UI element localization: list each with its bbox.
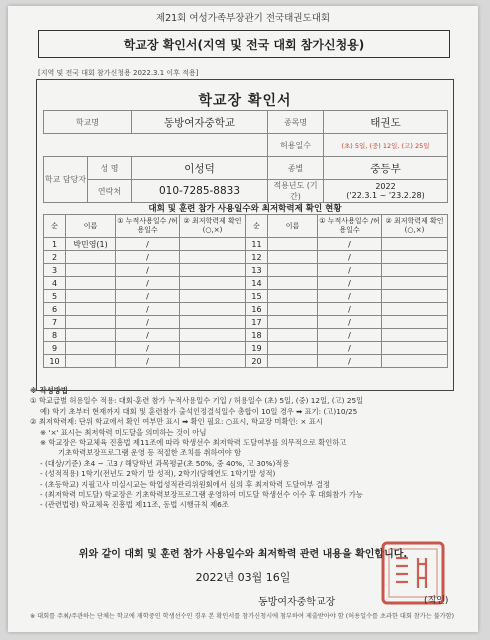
row-grade [180,277,246,290]
contact-value: 010-7285-8833 [132,180,268,203]
row-name [66,342,116,355]
row-days: / [318,303,382,316]
table-row [44,355,448,368]
row-days: / [116,264,180,277]
row-days: / [318,264,382,277]
col-grade: ② 최저학력제 확인(○,×) [180,215,246,238]
contact-label: 연락처 [88,180,132,203]
allowed-label: 허용일수 [268,134,324,157]
row-days: / [116,303,180,316]
note-line: 예) 학기 초부터 현재까지 대회 및 훈련참가 출석인정결석일수 총합이 10일 경우 ➡ 표기: (고)10/25 [40,406,358,416]
records-table [43,214,448,368]
row-name [268,277,318,290]
note-line: - (성적적용) 1학기(전년도 2학기 말 성적), 2학기(당해연도 1학기말 성적) [40,469,276,479]
row-name [66,264,116,277]
row-name [268,251,318,264]
note-line: - (초등학교) 지필고사 미실시교는 학업성적관리위원회에서 심의 후 최저학력 도달여부 결정 [40,479,331,489]
table-row [44,303,448,316]
row-name [66,277,116,290]
note-line: - (최저학력 미도달) 학교장은 기초학력보장프로그램 운영하여 미도달 학생선수 이수 후 대회참가 가능 [40,490,363,500]
row-days: / [116,277,180,290]
row-no: 10 [44,355,66,368]
row-no: 18 [246,329,268,342]
issue-date: 2022년 03월 16일 [195,571,291,584]
row-grade [180,238,246,251]
form-title: 학교장 확인서(지역 및 전국 대회 참가신청용) [123,37,365,52]
sport-label: 종목명 [268,111,324,134]
row-grade [180,329,246,342]
school-principal: 동방여자중학교장 [258,597,336,608]
table-row [44,251,448,264]
note-line: ① 학교급별 허용일수 적용: 대회·훈련 참가 누적사용일수 기입 / 허용일수 (초) 5일, (중) 12일, (고) 25일 [30,396,364,406]
row-days: / [116,238,180,251]
row-days: / [318,277,382,290]
col-days: ① 누적사용일수 /허용일수 [318,215,382,238]
row-days: / [116,342,180,355]
name-label: 성 명 [88,157,132,180]
col-name: 이름 [66,215,116,238]
row-name [268,316,318,329]
col-no: 순 [44,215,66,238]
row-days: / [318,342,382,355]
row-grade [382,238,448,251]
event-value: 중등부 [324,157,448,180]
row-no: 8 [44,329,66,342]
bottom-note: ※ 대회를 주최/주관하는 단체는 학교에 재학중인 학생선수인 경우 본 확인서를 참가신청시에 첨부하여 제출받아야 함 (허용일수를 초과한 대회 참가는 불가함) [30,613,455,620]
row-no: 12 [246,251,268,264]
row-days: / [116,251,180,264]
row-days: / [318,238,382,251]
row-grade [382,290,448,303]
row-grade [382,277,448,290]
row-no: 19 [246,342,268,355]
row-no: 14 [246,277,268,290]
allowed-value: (초) 5일, (중) 12일, (고) 25일 [324,134,448,157]
row-grade [180,342,246,355]
row-no: 3 [44,264,66,277]
manager-label: 학교 담당자 [44,157,88,203]
row-grade [382,251,448,264]
col-no: 순 [246,215,268,238]
row-grade [382,329,448,342]
row-grade [180,355,246,368]
row-grade [382,264,448,277]
year-period: ('22.3.1 ~ '23.2.28) [346,191,425,200]
row-no: 17 [246,316,268,329]
records-header-row [44,215,448,238]
row-grade [180,303,246,316]
row-no: 20 [246,355,268,368]
table-row [44,290,448,303]
event-label: 종별 [268,157,324,180]
row-days: / [116,355,180,368]
row-grade [180,264,246,277]
row-no: 6 [44,303,66,316]
certificate-box [36,79,454,391]
row-name [268,303,318,316]
row-no: 13 [246,264,268,277]
row-days: / [116,329,180,342]
row-name [268,329,318,342]
row-grade [382,316,448,329]
year-label: 적용년도 (기간) [268,180,324,203]
table-row [44,342,448,355]
confirm-statement: 위와 같이 대회 및 훈련 참가 사용일수와 최저학력 관련 내용을 확인합니다. [78,549,408,560]
records-title: 대회 및 훈련 참가 사용일수와 최저학력제 확인 현황 [148,204,342,214]
school-label: 학교명 [44,111,132,134]
note-line: - (대상/기준) 초4 ~ 고3 / 해당학년 과목평균(초 50%, 중 40%, 고 30%)적용 [40,458,290,468]
note-line: ※ 학교장은 학교체육 진흥법 제11조에 따라 학생선수 최저학력 도달여부를 의무적으로 확인하고 [40,438,347,448]
row-name [66,251,116,264]
row-grade [180,290,246,303]
table-row [44,316,448,329]
row-days: / [318,355,382,368]
row-days: / [318,316,382,329]
row-days: / [116,316,180,329]
row-name [66,303,116,316]
note-line: ② 최저학력제: 단위 학교에서 확인 여부만 표시 ➡ 확인 필요: ○표시, 학교장 미확인: × 표시 [30,417,323,427]
row-name [66,290,116,303]
col-name: 이름 [268,215,318,238]
row-no: 9 [44,342,66,355]
col-grade: ② 최저학력제 확인(○,×) [382,215,448,238]
row-name [66,316,116,329]
row-days: / [116,290,180,303]
row-name: 박민영(1) [66,238,116,251]
table-row [44,329,448,342]
info-table [43,110,448,203]
row-days: / [318,329,382,342]
row-no: 5 [44,290,66,303]
note-line: 기초학력보장프로그램 운영 등 적절한 조치를 취하여야 함 [58,448,242,458]
event-title: 제21회 여성가족부장관기 전국태권도대회 [155,13,331,24]
note-line: - (관련법령) 학교체육 진흥법 제11조, 동법 시행규칙 제6조 [40,500,229,510]
row-no: 2 [44,251,66,264]
table-row [44,277,448,290]
row-no: 7 [44,316,66,329]
seal-label: (직인) [424,596,449,606]
row-days: / [318,251,382,264]
table-row [44,264,448,277]
applicability-note: [지역 및 전국 대회 참가신청용 2022.3.1 이후 적용] [38,69,199,77]
instructions [30,386,460,511]
row-name [268,290,318,303]
row-grade [180,316,246,329]
blank-cell [44,134,268,157]
row-days: / [318,290,382,303]
instructions-heading: ※ 작성방법 [30,386,68,395]
note-line: ※ '×' 표시는 최저학력 미도달을 의미하는 것이 아님 [40,427,207,437]
row-no: 1 [44,238,66,251]
document-page [8,6,478,632]
name-value: 이성덕 [132,157,268,180]
row-name [268,355,318,368]
row-no: 4 [44,277,66,290]
row-no: 16 [246,303,268,316]
row-grade [180,251,246,264]
row-no: 11 [246,238,268,251]
col-days: ① 누적사용일수 /허용일수 [116,215,180,238]
year-cell [324,180,448,203]
row-grade [382,355,448,368]
row-name [66,355,116,368]
sport-value: 태권도 [324,111,448,134]
row-name [268,238,318,251]
row-no: 15 [246,290,268,303]
row-name [268,342,318,355]
table-row [44,238,448,251]
row-grade [382,342,448,355]
row-grade [382,303,448,316]
year-value: 2022 [375,182,396,191]
form-title-box [38,30,450,58]
row-name [268,264,318,277]
row-name [66,329,116,342]
school-value: 동방여자중학교 [132,111,268,134]
certificate-title: 학교장 확인서 [198,93,292,109]
